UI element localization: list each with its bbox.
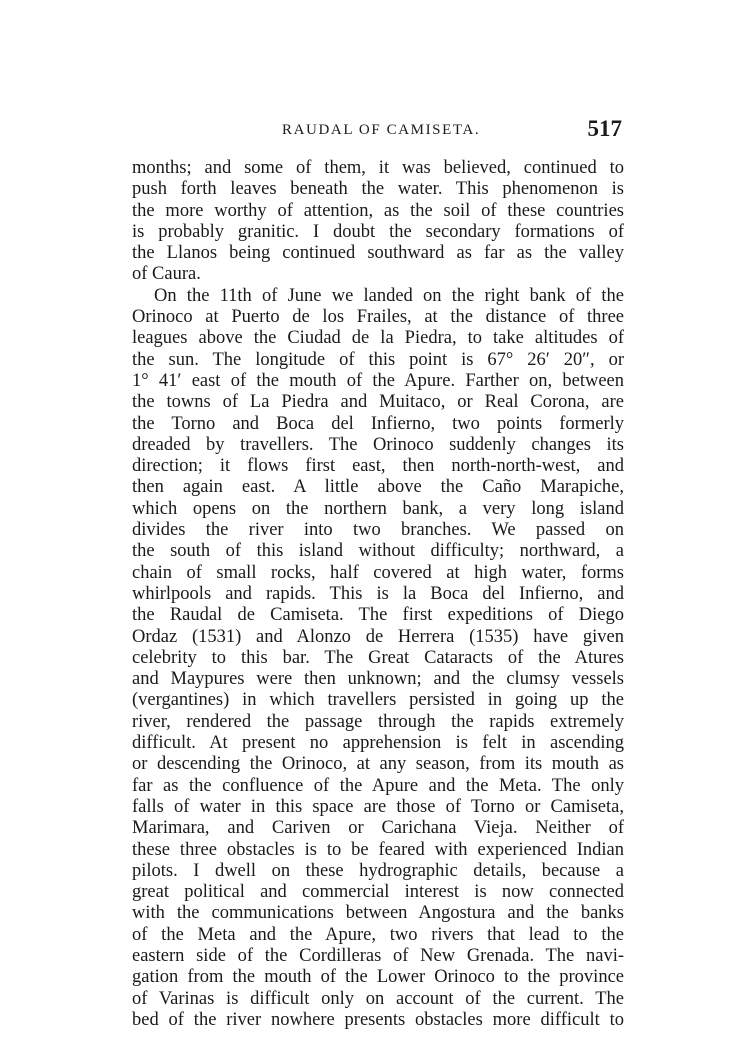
text-line: the Llanos being continued southward as far as the valley: [132, 243, 624, 264]
text-line: gation from the mouth of the Lower Orinoco to the province: [132, 967, 624, 988]
text-line: of the Meta and the Apure, two rivers that lead to the: [132, 924, 624, 945]
text-line: or descending the Orinoco, at any season, from its mouth as: [132, 754, 624, 775]
text-line: (vergantines) in which travellers persisted in going up the: [132, 690, 624, 711]
text-line: the more worthy of attention, as the soil of these countries: [132, 200, 624, 221]
text-line: pilots. I dwell on these hydrographic details, because a: [132, 860, 624, 881]
page-number: 517: [587, 116, 622, 141]
text-line: On the 11th of June we landed on the right bank of the: [154, 285, 624, 306]
text-line: the Torno and Boca del Infierno, two points formerly: [132, 413, 624, 434]
text-line: leagues above the Ciudad de la Piedra, to take altitudes of: [132, 328, 624, 349]
text-line: Orinoco at Puerto de los Frailes, at the distance of three: [132, 307, 624, 328]
text-line: eastern side of the Cordilleras of New Grenada. The navi-: [132, 945, 624, 966]
text-line: is probably granitic. I doubt the secondary formations of: [132, 221, 624, 242]
text-line: and Maypures were then unknown; and the clumsy vessels: [132, 669, 624, 690]
text-line: these three obstacles is to be feared with experienced Indian: [132, 839, 624, 860]
running-head: [132, 114, 622, 148]
text-line: bed of the river nowhere presents obstacles more difficult to: [132, 1009, 624, 1030]
body-text: [132, 158, 624, 1031]
text-line: great political and commercial interest is now connected: [132, 882, 624, 903]
text-line: dreaded by travellers. The Orinoco suddenly changes its: [132, 434, 624, 455]
text-line: which opens on the northern bank, a very long island: [132, 498, 624, 519]
text-line: 1° 41′ east of the mouth of the Apure. Farther on, between: [132, 370, 624, 391]
text-line: difficult. At present no apprehension is felt in ascending: [132, 733, 624, 754]
text-line: chain of small rocks, half covered at high water, forms: [132, 562, 624, 583]
text-line: celebrity to this bar. The Great Cataracts of the Atures: [132, 647, 624, 668]
text-line: the south of this island without difficulty; northward, a: [132, 541, 624, 562]
text-line: Ordaz (1531) and Alonzo de Herrera (1535) have given: [132, 626, 624, 647]
text-line: falls of water in this space are those of Torno or Camiseta,: [132, 796, 624, 817]
text-line: the Raudal de Camiseta. The first expeditions of Diego: [132, 605, 624, 626]
running-title: RAUDAL OF CAMISETA.: [282, 122, 481, 138]
text-line: then again east. A little above the Caño Marapiche,: [132, 477, 624, 498]
text-line: divides the river into two branches. We passed on: [132, 520, 624, 541]
text-line: months; and some of them, it was believed, continued to: [132, 158, 624, 178]
text-line: direction; it flows first east, then north-north-west, and: [132, 456, 624, 477]
text-line: river, rendered the passage through the rapids extremely: [132, 711, 624, 732]
text-line: with the communications between Angostura and the banks: [132, 903, 624, 924]
text-line: of Varinas is difficult only on account of the current. The: [132, 988, 624, 1009]
text-line: the towns of La Piedra and Muitaco, or Real Corona, are: [132, 392, 624, 413]
text-line: the sun. The longitude of this point is 67° 26′ 20″, or: [132, 349, 624, 370]
text-line: push forth leaves beneath the water. This phenomenon is: [132, 179, 624, 200]
text-line: whirlpools and rapids. This is la Boca del Infierno, and: [132, 583, 624, 604]
text-line: far as the confluence of the Apure and the Meta. The only: [132, 775, 624, 796]
text-line: Marimara, and Cariven or Carichana Vieja. Neither of: [132, 818, 624, 839]
text-line: of Caura.: [132, 264, 201, 285]
